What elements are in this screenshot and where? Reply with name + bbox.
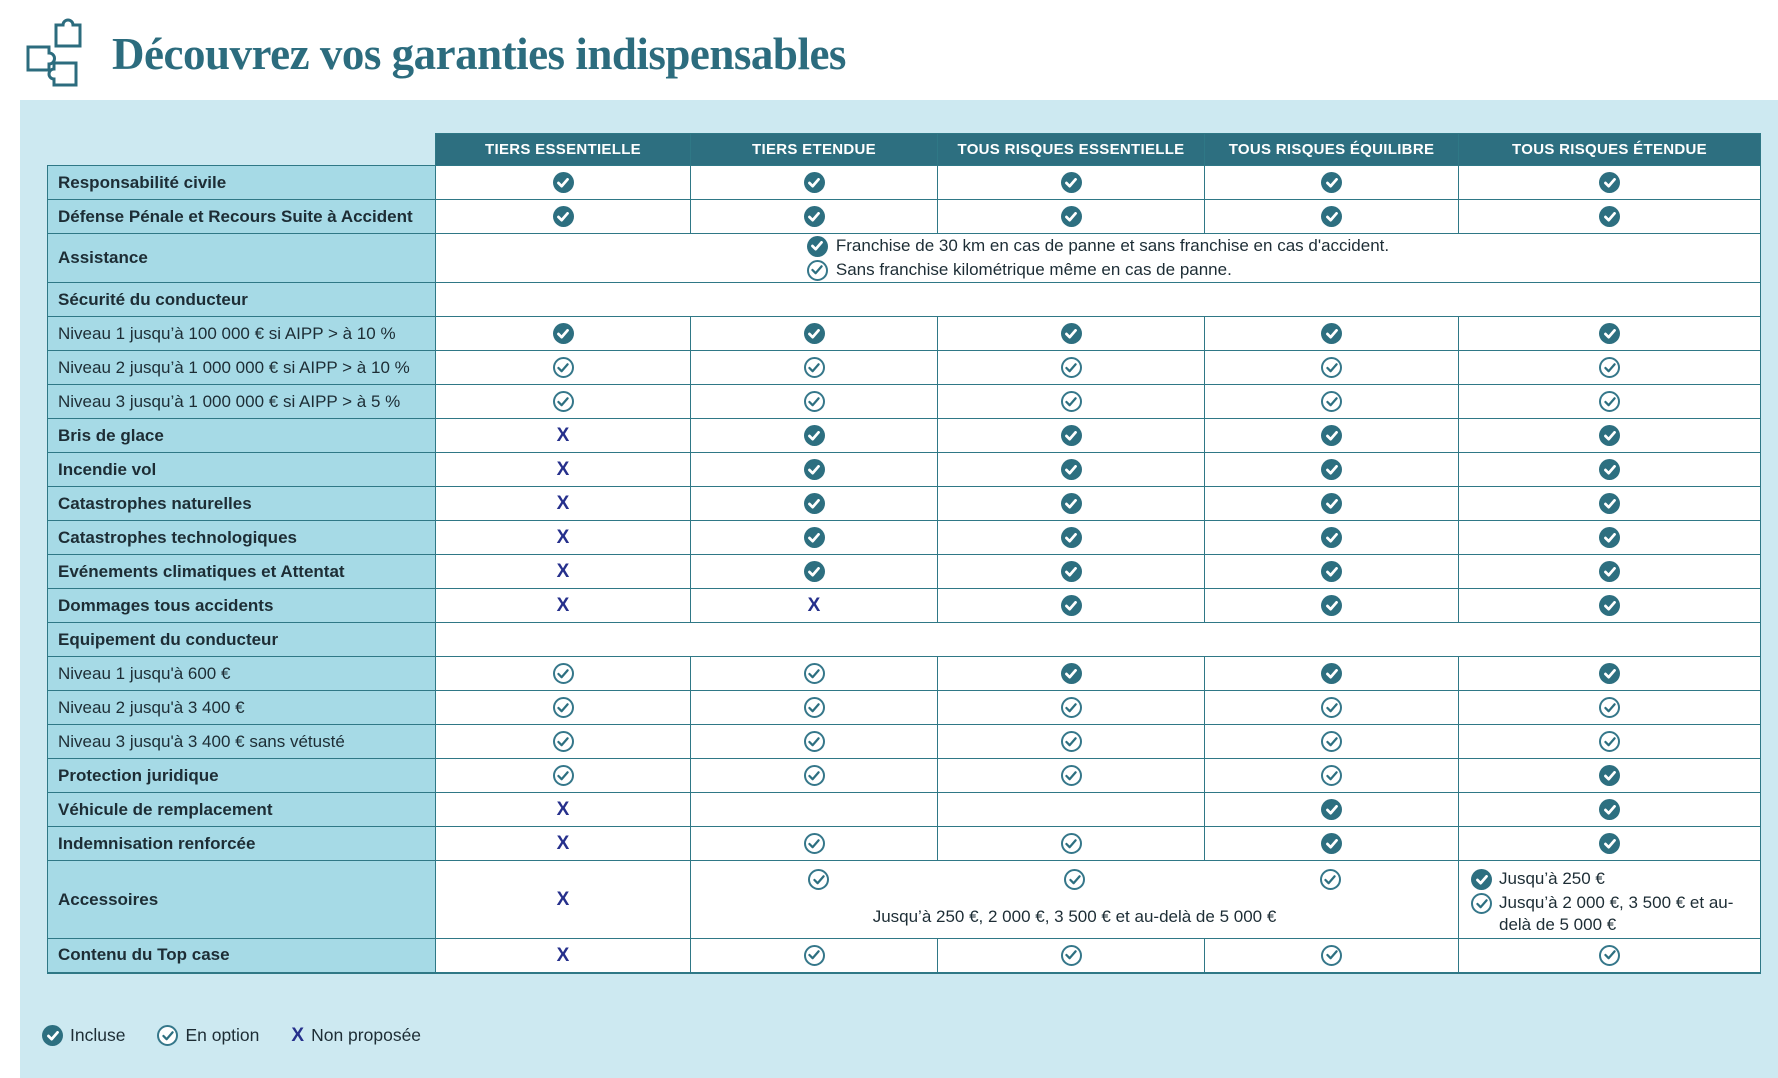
included-check-icon bbox=[1321, 172, 1342, 193]
guarantee-cell bbox=[938, 589, 1205, 623]
not-offered-x-icon: X bbox=[556, 527, 570, 548]
option-check-icon bbox=[553, 391, 574, 412]
guarantee-cell bbox=[691, 166, 938, 200]
included-check-icon bbox=[1599, 493, 1620, 514]
puzzle-icon bbox=[20, 17, 90, 91]
column-header: TIERS ESSENTIELLE bbox=[436, 134, 691, 166]
table-row bbox=[48, 200, 1761, 234]
option-check-icon bbox=[804, 663, 825, 684]
included-check-icon bbox=[1321, 833, 1342, 854]
option-check-icon bbox=[807, 260, 828, 281]
guarantee-cell bbox=[1459, 657, 1761, 691]
included-check-icon bbox=[804, 493, 825, 514]
table-row bbox=[48, 419, 1761, 453]
included-check-icon bbox=[1321, 527, 1342, 548]
guarantee-cell bbox=[1459, 725, 1761, 759]
included-check-icon bbox=[1321, 663, 1342, 684]
guarantee-cell bbox=[1459, 793, 1761, 827]
accessories-mark-slot bbox=[947, 869, 1203, 890]
guarantee-cell bbox=[691, 793, 938, 827]
included-check-icon bbox=[1061, 493, 1082, 514]
guarantee-cell bbox=[691, 759, 938, 793]
row-label-cell: Niveau 2 jusqu'à 3 400 € bbox=[48, 691, 436, 725]
accessories-merged-cell bbox=[691, 861, 1459, 939]
assistance-line-text: Sans franchise kilométrique même en cas de panne. bbox=[835, 260, 1232, 279]
option-check-icon bbox=[804, 945, 825, 966]
accessories-option-text: Jusqu’à 2 000 €, 3 500 € et au-delà de 5 000 € bbox=[1499, 893, 1734, 934]
accessories-range-text: Jusqu’à 250 €, 2 000 €, 3 500 € et au-delà de 5 000 € bbox=[872, 907, 1277, 926]
not-offered-x-icon: X bbox=[556, 944, 570, 966]
included-check-icon bbox=[1061, 172, 1082, 193]
guarantee-cell bbox=[938, 166, 1205, 200]
guarantee-cell bbox=[1205, 521, 1459, 555]
page-header bbox=[0, 0, 1778, 96]
included-check-icon bbox=[1599, 765, 1620, 786]
row-label-cell: Bris de glace bbox=[48, 419, 436, 453]
legend bbox=[42, 1025, 421, 1046]
table-row bbox=[48, 589, 1761, 623]
guarantee-cell bbox=[436, 725, 691, 759]
guarantee-cell bbox=[1459, 759, 1761, 793]
row-label-cell: Responsabilité civile bbox=[48, 166, 436, 200]
accessories-option-line bbox=[1471, 868, 1754, 890]
guarantee-cell bbox=[1459, 166, 1761, 200]
included-check-icon bbox=[804, 323, 825, 344]
included-check-icon bbox=[804, 172, 825, 193]
guarantee-cell bbox=[1459, 200, 1761, 234]
table-row bbox=[48, 939, 1761, 973]
guarantee-cell bbox=[436, 351, 691, 385]
guarantee-cell bbox=[436, 317, 691, 351]
option-check-icon bbox=[1471, 893, 1492, 914]
guarantee-cell bbox=[691, 200, 938, 234]
option-check-icon bbox=[804, 731, 825, 752]
guarantee-cell bbox=[691, 725, 938, 759]
included-check-icon bbox=[1321, 799, 1342, 820]
row-label-cell: Niveau 2 jusqu’à 1 000 000 € si AIPP > à 10 % bbox=[48, 351, 436, 385]
assistance-line-text: Franchise de 30 km en cas de panne et sans franchise en cas d'accident. bbox=[835, 236, 1390, 255]
guarantee-cell bbox=[1459, 351, 1761, 385]
assistance-text-block bbox=[807, 234, 1389, 282]
option-check-icon bbox=[1064, 869, 1085, 890]
included-check-icon bbox=[804, 425, 825, 446]
guarantee-cell bbox=[1459, 589, 1761, 623]
guarantee-cell bbox=[691, 555, 938, 589]
guarantee-cell bbox=[691, 419, 938, 453]
guarantee-cell bbox=[436, 385, 691, 419]
option-check-icon bbox=[157, 1025, 178, 1046]
option-check-icon bbox=[553, 765, 574, 786]
guarantee-cell bbox=[436, 453, 691, 487]
not-offered-x-icon: X bbox=[556, 425, 570, 446]
included-check-icon bbox=[1321, 561, 1342, 582]
guarantee-cell bbox=[1459, 827, 1761, 861]
table-row bbox=[48, 234, 1761, 283]
legend-item bbox=[157, 1025, 259, 1046]
guarantee-cell bbox=[436, 759, 691, 793]
guarantee-cell bbox=[1205, 759, 1459, 793]
included-check-icon bbox=[804, 527, 825, 548]
assistance-span-cell bbox=[436, 234, 1761, 283]
guarantee-cell bbox=[691, 827, 938, 861]
section-empty-cell bbox=[436, 623, 1761, 657]
guarantee-cell bbox=[1459, 691, 1761, 725]
guarantee-cell bbox=[691, 487, 938, 521]
guarantee-cell bbox=[1459, 317, 1761, 351]
guarantee-cell bbox=[436, 521, 691, 555]
table-row bbox=[48, 283, 1761, 317]
included-check-icon bbox=[1599, 799, 1620, 820]
table-row bbox=[48, 793, 1761, 827]
not-offered-x-icon: X bbox=[556, 493, 570, 514]
guarantee-cell bbox=[1205, 317, 1459, 351]
column-header: TOUS RISQUES ÉTENDUE bbox=[1459, 134, 1761, 166]
accessories-option-text: Jusqu’à 250 € bbox=[1499, 869, 1605, 888]
included-check-icon bbox=[1599, 172, 1620, 193]
accessories-option-line bbox=[1471, 892, 1754, 936]
guarantee-cell bbox=[691, 453, 938, 487]
table-row bbox=[48, 623, 1761, 657]
row-label-cell: Equipement du conducteur bbox=[48, 623, 436, 657]
guarantee-cell bbox=[1205, 487, 1459, 521]
row-label-cell: Dommages tous accidents bbox=[48, 589, 436, 623]
accessories-mark-slot bbox=[691, 869, 947, 890]
section-empty-cell bbox=[436, 283, 1761, 317]
guarantee-cell bbox=[1205, 725, 1459, 759]
legend-label: Incluse bbox=[70, 1025, 126, 1045]
row-label-cell: Contenu du Top case bbox=[48, 939, 436, 973]
guarantee-cell bbox=[436, 861, 691, 939]
included-check-icon bbox=[1599, 561, 1620, 582]
included-check-icon bbox=[1599, 833, 1620, 854]
guarantee-cell bbox=[1459, 419, 1761, 453]
option-check-icon bbox=[804, 765, 825, 786]
not-offered-x-icon: X bbox=[291, 1025, 305, 1046]
guarantee-cell bbox=[938, 487, 1205, 521]
row-label-cell: Catastrophes technologiques bbox=[48, 521, 436, 555]
option-check-icon bbox=[1321, 731, 1342, 752]
guarantee-cell bbox=[938, 453, 1205, 487]
guarantee-cell bbox=[1205, 657, 1459, 691]
row-label-cell: Accessoires bbox=[48, 861, 436, 939]
guarantee-cell bbox=[436, 793, 691, 827]
option-check-icon bbox=[804, 357, 825, 378]
option-check-icon bbox=[553, 357, 574, 378]
included-check-icon bbox=[553, 206, 574, 227]
included-check-icon bbox=[1321, 493, 1342, 514]
option-check-icon bbox=[804, 833, 825, 854]
table-corner-cell bbox=[48, 134, 436, 166]
not-offered-x-icon: X bbox=[807, 595, 821, 616]
table-row bbox=[48, 725, 1761, 759]
included-check-icon bbox=[804, 206, 825, 227]
legend-label: Non proposée bbox=[311, 1025, 422, 1045]
option-check-icon bbox=[1599, 731, 1620, 752]
row-label-cell: Niveau 1 jusqu'à 600 € bbox=[48, 657, 436, 691]
guarantee-cell bbox=[436, 166, 691, 200]
column-header: TIERS ETENDUE bbox=[691, 134, 938, 166]
table-row bbox=[48, 487, 1761, 521]
guarantee-cell bbox=[436, 827, 691, 861]
guarantee-cell bbox=[436, 691, 691, 725]
guarantee-cell bbox=[1205, 351, 1459, 385]
option-check-icon bbox=[1321, 697, 1342, 718]
not-offered-x-icon: X bbox=[556, 595, 570, 616]
included-check-icon bbox=[1321, 425, 1342, 446]
option-check-icon bbox=[1321, 357, 1342, 378]
row-label-cell: Catastrophes naturelles bbox=[48, 487, 436, 521]
included-check-icon bbox=[1321, 323, 1342, 344]
legend-label: En option bbox=[185, 1025, 260, 1045]
guarantee-cell bbox=[691, 317, 938, 351]
column-header: TOUS RISQUES ÉQUILIBRE bbox=[1205, 134, 1459, 166]
guarantee-cell bbox=[938, 555, 1205, 589]
not-offered-x-icon: X bbox=[556, 459, 570, 480]
guarantee-cell bbox=[938, 691, 1205, 725]
table-row bbox=[48, 521, 1761, 555]
included-check-icon bbox=[1321, 459, 1342, 480]
not-offered-x-icon: X bbox=[556, 833, 570, 854]
included-check-icon bbox=[553, 172, 574, 193]
not-offered-x-icon: X bbox=[556, 561, 570, 582]
guarantee-cell bbox=[1205, 827, 1459, 861]
included-check-icon bbox=[42, 1025, 63, 1046]
page-title: Découvrez vos garanties indispensables bbox=[112, 29, 846, 79]
guarantee-cell bbox=[938, 385, 1205, 419]
included-check-icon bbox=[1061, 425, 1082, 446]
comparison-panel bbox=[20, 100, 1778, 1078]
option-check-icon bbox=[808, 869, 829, 890]
guarantee-cell bbox=[1459, 555, 1761, 589]
assistance-line bbox=[807, 258, 1389, 282]
row-label-cell: Niveau 3 jusqu'à 3 400 € sans vétusté bbox=[48, 725, 436, 759]
guarantee-cell bbox=[938, 317, 1205, 351]
option-check-icon bbox=[553, 731, 574, 752]
guarantee-cell bbox=[1205, 589, 1459, 623]
guarantee-cell bbox=[691, 589, 938, 623]
included-check-icon bbox=[1599, 206, 1620, 227]
row-label-cell: Niveau 3 jusqu’à 1 000 000 € si AIPP > à 5 % bbox=[48, 385, 436, 419]
included-check-icon bbox=[1321, 595, 1342, 616]
included-check-icon bbox=[1061, 561, 1082, 582]
guarantee-cell bbox=[938, 759, 1205, 793]
guarantee-cell bbox=[436, 939, 691, 973]
guarantee-cell bbox=[1459, 453, 1761, 487]
guarantee-cell bbox=[1205, 555, 1459, 589]
table-header-row bbox=[48, 134, 1761, 166]
option-check-icon bbox=[1599, 357, 1620, 378]
included-check-icon bbox=[1321, 206, 1342, 227]
row-label-cell: Véhicule de remplacement bbox=[48, 793, 436, 827]
guarantee-cell bbox=[938, 351, 1205, 385]
option-check-icon bbox=[1061, 391, 1082, 412]
option-check-icon bbox=[1061, 731, 1082, 752]
legend-item bbox=[291, 1025, 421, 1046]
table-row bbox=[48, 166, 1761, 200]
included-check-icon bbox=[1599, 595, 1620, 616]
included-check-icon bbox=[1061, 663, 1082, 684]
table-row bbox=[48, 555, 1761, 589]
included-check-icon bbox=[1599, 459, 1620, 480]
table-row bbox=[48, 691, 1761, 725]
guarantee-cell bbox=[1205, 453, 1459, 487]
option-check-icon bbox=[553, 663, 574, 684]
guarantee-cell bbox=[938, 521, 1205, 555]
guarantee-cell bbox=[1459, 939, 1761, 973]
included-check-icon bbox=[1599, 527, 1620, 548]
included-check-icon bbox=[1599, 425, 1620, 446]
guarantees-table bbox=[47, 133, 1761, 974]
included-check-icon bbox=[553, 323, 574, 344]
guarantee-cell bbox=[1205, 419, 1459, 453]
guarantee-cell bbox=[691, 521, 938, 555]
option-check-icon bbox=[804, 391, 825, 412]
not-offered-x-icon: X bbox=[556, 799, 570, 820]
guarantee-cell bbox=[1459, 487, 1761, 521]
table-row bbox=[48, 861, 1761, 939]
row-label-cell: Evénements climatiques et Attentat bbox=[48, 555, 436, 589]
guarantee-cell bbox=[691, 351, 938, 385]
guarantee-cell bbox=[436, 419, 691, 453]
table-row bbox=[48, 317, 1761, 351]
guarantee-cell bbox=[938, 827, 1205, 861]
row-label-cell: Défense Pénale et Recours Suite à Accident bbox=[48, 200, 436, 234]
guarantee-cell bbox=[1205, 200, 1459, 234]
guarantee-cell bbox=[1205, 166, 1459, 200]
option-check-icon bbox=[1061, 697, 1082, 718]
included-check-icon bbox=[1061, 206, 1082, 227]
guarantee-cell bbox=[1205, 385, 1459, 419]
accessories-marks-row bbox=[691, 861, 1458, 890]
guarantee-cell bbox=[1205, 793, 1459, 827]
option-check-icon bbox=[804, 697, 825, 718]
included-check-icon bbox=[804, 561, 825, 582]
row-label-cell: Indemnisation renforcée bbox=[48, 827, 436, 861]
option-check-icon bbox=[1320, 869, 1341, 890]
row-label-cell: Sécurité du conducteur bbox=[48, 283, 436, 317]
guarantee-cell bbox=[436, 555, 691, 589]
included-check-icon bbox=[1061, 527, 1082, 548]
table-row bbox=[48, 453, 1761, 487]
row-label-cell: Incendie vol bbox=[48, 453, 436, 487]
option-check-icon bbox=[1321, 391, 1342, 412]
option-check-icon bbox=[1061, 357, 1082, 378]
table-row bbox=[48, 657, 1761, 691]
guarantee-cell bbox=[938, 657, 1205, 691]
included-check-icon bbox=[1599, 663, 1620, 684]
option-check-icon bbox=[1061, 833, 1082, 854]
guarantee-cell bbox=[691, 691, 938, 725]
guarantee-cell bbox=[1459, 521, 1761, 555]
included-check-icon bbox=[1061, 323, 1082, 344]
row-label-cell: Niveau 1 jusqu’à 100 000 € si AIPP > à 10 % bbox=[48, 317, 436, 351]
row-label-cell: Protection juridique bbox=[48, 759, 436, 793]
included-check-icon bbox=[1061, 459, 1082, 480]
guarantee-cell bbox=[1205, 691, 1459, 725]
included-check-icon bbox=[1471, 869, 1492, 890]
guarantee-cell bbox=[436, 487, 691, 521]
not-offered-x-icon: X bbox=[556, 889, 570, 910]
table-row bbox=[48, 351, 1761, 385]
guarantee-cell bbox=[436, 657, 691, 691]
included-check-icon bbox=[1599, 323, 1620, 344]
guarantee-cell bbox=[938, 200, 1205, 234]
included-check-icon bbox=[804, 459, 825, 480]
guarantee-cell bbox=[436, 589, 691, 623]
guarantee-cell bbox=[436, 200, 691, 234]
row-label-cell: Assistance bbox=[48, 234, 436, 283]
accessories-etendue-cell bbox=[1459, 861, 1761, 939]
legend-item bbox=[42, 1025, 125, 1046]
guarantee-cell bbox=[938, 939, 1205, 973]
included-check-icon bbox=[807, 236, 828, 257]
table-row bbox=[48, 827, 1761, 861]
option-check-icon bbox=[1599, 697, 1620, 718]
option-check-icon bbox=[1061, 945, 1082, 966]
option-check-icon bbox=[1321, 945, 1342, 966]
assistance-line bbox=[807, 234, 1389, 258]
included-check-icon bbox=[1061, 595, 1082, 616]
column-header: TOUS RISQUES ESSENTIELLE bbox=[938, 134, 1205, 166]
guarantee-cell bbox=[691, 939, 938, 973]
table-row bbox=[48, 385, 1761, 419]
option-check-icon bbox=[1599, 945, 1620, 966]
guarantee-cell bbox=[938, 419, 1205, 453]
option-check-icon bbox=[1599, 391, 1620, 412]
option-check-icon bbox=[553, 697, 574, 718]
guarantee-cell bbox=[938, 793, 1205, 827]
guarantee-cell bbox=[938, 725, 1205, 759]
option-check-icon bbox=[1321, 765, 1342, 786]
guarantee-cell bbox=[1459, 385, 1761, 419]
table-row bbox=[48, 759, 1761, 793]
accessories-mark-slot bbox=[1202, 869, 1458, 890]
option-check-icon bbox=[1061, 765, 1082, 786]
guarantee-cell bbox=[691, 385, 938, 419]
guarantee-cell bbox=[691, 657, 938, 691]
guarantee-cell bbox=[1205, 939, 1459, 973]
